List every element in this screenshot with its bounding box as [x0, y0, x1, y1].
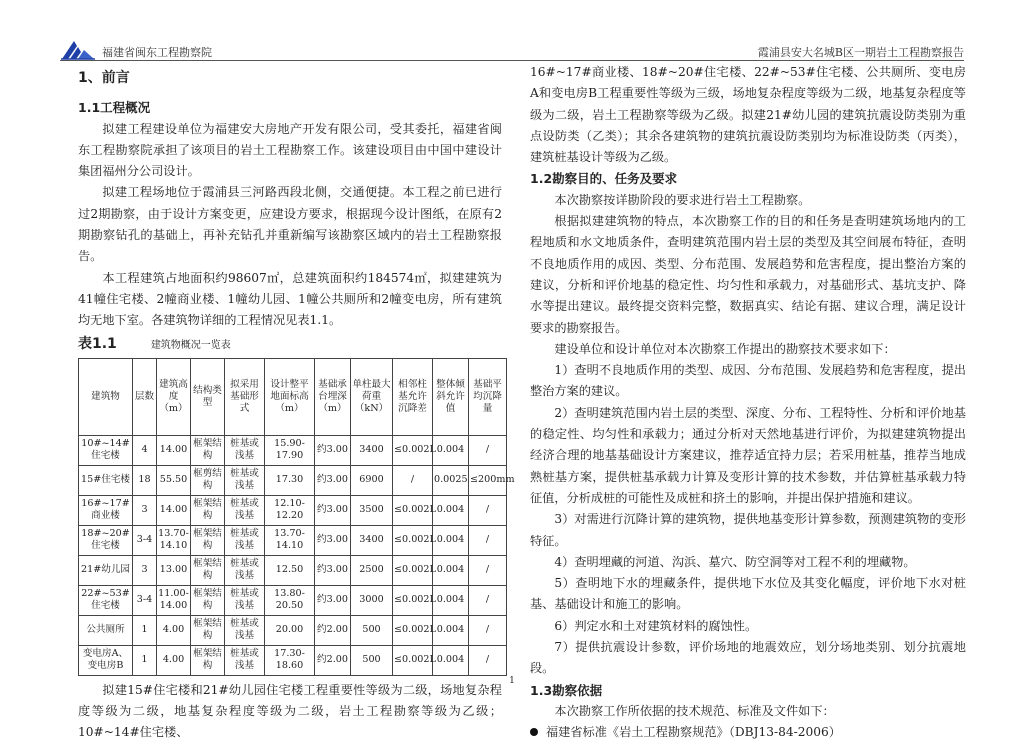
table-cell: 框架结构 [191, 525, 225, 555]
table-label: 表1.1 [78, 335, 117, 352]
table-cell: 10#~14#住宅楼 [79, 435, 133, 465]
institute-logo-icon [60, 38, 96, 60]
table-cell: 框架结构 [191, 615, 225, 645]
table-cell: 框架结构 [191, 435, 225, 465]
table-cell: 500 [351, 645, 393, 675]
table-cell: 13.80-20.50 [265, 585, 315, 615]
table-cell: 框剪结构 [191, 465, 225, 495]
table-cell: 18 [133, 465, 157, 495]
table-cell: 公共厕所 [79, 615, 133, 645]
table-cell: 3 [133, 495, 157, 525]
paragraph: 拟建工程建设单位为福建安大房地产开发有限公司，受其委托，福建省闽东工程勘察院承担了该项目的岩土工程勘察工作。该建设项目由中国中建设计集团福州分公司设计。 [78, 121, 502, 179]
table-cell: 3500 [351, 495, 393, 525]
table-row [79, 525, 507, 555]
table-cell: ≤0.002L [393, 525, 433, 555]
requirement-item: 4）查明埋藏的河道、沟浜、墓穴、防空洞等对工程不利的埋藏物。 [554, 554, 916, 569]
table-cell: / [469, 645, 507, 675]
table-header-cell: 设计整平地面标高（m） [265, 358, 315, 435]
table-cell: ≤0.002L [393, 645, 433, 675]
table-cell: 约2.00 [315, 645, 351, 675]
table-cell: 4.00 [157, 615, 191, 645]
table-cell: 桩基或浅基 [225, 435, 265, 465]
table-cell: ≤0.002L [393, 495, 433, 525]
table-row [79, 555, 507, 585]
table-cell: 3400 [351, 525, 393, 555]
table-cell: / [469, 435, 507, 465]
table-cell: 3000 [351, 585, 393, 615]
table-cell: 14.00 [157, 435, 191, 465]
table-cell: 桩基或浅基 [225, 585, 265, 615]
table-row [79, 465, 507, 495]
section-title: 1、前言 [78, 70, 130, 86]
table-header-row [79, 358, 507, 435]
table-cell: 21#幼儿园 [79, 555, 133, 585]
paragraph: 本次勘察按详勘阶段的要求进行岩土工程勘察。 [554, 192, 811, 207]
table-header-cell: 基础平均沉降量 [469, 358, 507, 435]
table-row [79, 495, 507, 525]
building-table [78, 358, 515, 676]
header-report-title: 霞浦县安大名城B区一期岩土工程勘察报告 [757, 46, 964, 59]
paragraph: 本次勘察工作所依据的技术规范、标准及文件如下： [554, 703, 835, 718]
table-cell: 约3.00 [315, 495, 351, 525]
paragraph: 根据拟建建筑物的特点，本次勘察工作的目的和任务是查明建筑场地内的工程地质和水文地质条件，查明建筑范围内岩土层的类型及其空间展布特征，查明不良地质作用的成因、类型、分布范围、发展趋势和危害程度，提出整治方案的建议，分析和评价地基的稳定性、均匀性和承载力，对基础形式、基坑支护、降水等提出建议。最终提交资料完整，数据真实、结论有据、建议合理，满足设计要求的勘察报告。 [530, 214, 966, 335]
table-cell: / [469, 585, 507, 615]
requirement-item: 7）提供抗震设计参数，评价场地的地震效应，划分场地类别、划分抗震地段。 [530, 640, 966, 676]
table-cell: 6900 [351, 465, 393, 495]
table-cell: / [469, 555, 507, 585]
table-cell: 17.30 [265, 465, 315, 495]
table-cell: 16#~17#商业楼 [79, 495, 133, 525]
header-left [60, 36, 212, 60]
table-title: 建筑物概况一览表 [150, 339, 231, 351]
requirement-item: 6）判定水和土对建筑材料的腐蚀性。 [554, 618, 758, 633]
table-cell: 0.004 [433, 525, 469, 555]
table-cell: 框架结构 [191, 555, 225, 585]
table-cell: 3-4 [133, 525, 157, 555]
table-cell: 3 [133, 555, 157, 585]
table-cell: 0.004 [433, 495, 469, 525]
table-cell: 0.0025 [433, 465, 469, 495]
table-header-cell: 基础承台埋深（m） [315, 358, 351, 435]
table-cell: ≤200mm [469, 465, 507, 495]
table-header-cell: 拟采用基础形式 [225, 358, 265, 435]
table-cell: 0.004 [433, 555, 469, 585]
table-cell: / [469, 495, 507, 525]
table-cell: 框架结构 [191, 645, 225, 675]
paragraph: 本工程建筑占地面积约98607㎡，总建筑面积约184574㎡，拟建建筑为41幢住宅楼、2幢商业楼、1幢幼儿园、1幢公共厕所和2幢变电房，所有建筑均无地下室。各建筑物详细的工程情况见表1.1。 [78, 270, 502, 328]
requirement-item: 1）查明不良地质作用的类型、成因、分布范围、发展趋势和危害程度，提出整治方案的建议。 [530, 363, 966, 399]
table-cell: / [469, 525, 507, 555]
right-column [530, 62, 966, 744]
table-cell: ≤0.002L [393, 555, 433, 585]
table-cell: 13.00 [157, 555, 191, 585]
table-row [79, 585, 507, 615]
table-cell: 0.004 [433, 585, 469, 615]
table-cell: 0.004 [433, 435, 469, 465]
page-number: 1 [509, 676, 515, 686]
table-cell: 15.90-17.90 [265, 435, 315, 465]
table-cell: 约3.00 [315, 465, 351, 495]
table-row [79, 615, 507, 645]
table-cell: ≤0.002L [393, 435, 433, 465]
table-cell: / [393, 465, 433, 495]
table-row [79, 435, 507, 465]
table-header-cell: 层数 [133, 358, 157, 435]
table-cell: 桩基或浅基 [225, 555, 265, 585]
table-cell: 约3.00 [315, 525, 351, 555]
bullet-item [530, 722, 966, 743]
subsection-1-3-title: 1.3勘察依据 [530, 682, 603, 698]
table-cell: 约3.00 [315, 435, 351, 465]
table-cell: 框架结构 [191, 585, 225, 615]
requirement-item: 2）查明建筑范围内岩土层的类型、深度、分布、工程特性、分析和评价地基的稳定性、均匀性和承载力；通过分析对天然地基进行评价，为拟建建筑物提出经济合理的地基基础设计方案建议，推荐适宜持力层；若采用桩基，推荐当地成熟桩基方案，提供桩基承载力计算及变形计算的技术参数，并估算桩基承载力特征值，分析成桩的可能性及成桩和挤土的影响，并提出保护措施和建议。 [530, 405, 966, 505]
subsection-1-1-title: 1.1工程概况 [78, 100, 151, 116]
table-cell: ≤0.002L [393, 585, 433, 615]
bullet-text: 福建省标准《岩土工程勘察规范》（DBJ13-84-2006） [546, 725, 841, 740]
table-cell: 4.00 [157, 645, 191, 675]
table-cell: 桩基或浅基 [225, 495, 265, 525]
table-caption [78, 334, 502, 356]
table-header-cell: 相邻柱基允许沉降差 [393, 358, 433, 435]
bullet-icon [530, 728, 538, 736]
table-cell: 13.70-14.10 [265, 525, 315, 555]
table-cell: / [469, 615, 507, 645]
table-cell: 2500 [351, 555, 393, 585]
table-cell: 20.00 [265, 615, 315, 645]
left-column [78, 62, 515, 744]
header-rule [60, 60, 964, 61]
table-cell: 15#住宅楼 [79, 465, 133, 495]
table-cell: 桩基或浅基 [225, 615, 265, 645]
table-cell: 约3.00 [315, 585, 351, 615]
header-org: 福建省闽东工程勘察院 [102, 46, 212, 59]
table-cell: 22#~53#住宅楼 [79, 585, 133, 615]
table-header-cell: 建筑高度（m） [157, 358, 191, 435]
paragraph: 16#~17#商业楼、18#~20#住宅楼、22#~53#住宅楼、公共厕所、变电房A和变电房B工程重要性等级为三级，场地复杂程度等级为二级，地基复杂程度等级为二级，岩土工程勘察等级为乙级。拟建21#幼儿园的建筑抗震设防类别为重点设防类（乙类）；其余各建筑物的建筑抗震设防类别均为标准设防类（丙类），建筑桩基设计等级为乙级。 [530, 65, 966, 165]
table-cell: 12.50 [265, 555, 315, 585]
table-cell: 14.00 [157, 495, 191, 525]
table-cell: 17.30-18.60 [265, 645, 315, 675]
table-header-cell: 整体倾斜允许值 [433, 358, 469, 435]
table-row [79, 645, 507, 675]
table-cell: 桩基或浅基 [225, 465, 265, 495]
table-cell: 约3.00 [315, 555, 351, 585]
table-cell: 3400 [351, 435, 393, 465]
table-cell: 4 [133, 435, 157, 465]
table-cell: 11.00-14.00 [157, 585, 191, 615]
requirement-item: 5）查明地下水的埋藏条件，提供地下水位及其变化幅度，评价地下水对桩基、基础设计和施工的影响。 [530, 576, 966, 612]
table-cell: 约2.00 [315, 615, 351, 645]
table-cell: 0.004 [433, 645, 469, 675]
table-cell: 3-4 [133, 585, 157, 615]
table-cell: 桩基或浅基 [225, 525, 265, 555]
table-cell: 框架结构 [191, 495, 225, 525]
table-header-cell: 结构类型 [191, 358, 225, 435]
paragraph: 建设单位和设计单位对本次勘察工作提出的勘察技术要求如下： [554, 341, 896, 356]
table-cell: 12.10-12.20 [265, 495, 315, 525]
table-cell: 变电房A、变电房B [79, 645, 133, 675]
table-cell: 1 [133, 615, 157, 645]
paragraph: 拟建15#住宅楼和21#幼儿园住宅楼工程重要性等级为二级，场地复杂程度等级为二级，地基复杂程度等级为二级，岩土工程勘察等级为乙级；10#~14#住宅楼、 [78, 682, 502, 740]
table-cell: 55.50 [157, 465, 191, 495]
paragraph: 拟建工程场地位于霞浦县三河路西段北侧，交通便捷。本工程之前已进行过2期勘察，由于设计方案变更，应建设方要求，根据现今设计图纸，在原有2期勘察钻孔的基础上，再补充钻孔并重新编写该勘察区域内的岩土工程勘察报告。 [78, 185, 502, 264]
table-cell: ≤0.002L [393, 615, 433, 645]
table-cell: 18#~20#住宅楼 [79, 525, 133, 555]
requirement-item: 3）对需进行沉降计算的建筑物，提供地基变形计算参数，预测建筑物的变形特征。 [530, 512, 966, 548]
table-cell: 13.70-14.10 [157, 525, 191, 555]
table-cell: 0.004 [433, 615, 469, 645]
table-header-cell: 建筑物 [79, 358, 133, 435]
table-cell: 1 [133, 645, 157, 675]
table-cell: 500 [351, 615, 393, 645]
subsection-1-2-title: 1.2勘察目的、任务及要求 [530, 171, 678, 187]
table-header-cell: 单柱最大荷重（kN） [351, 358, 393, 435]
table-cell: 桩基或浅基 [225, 645, 265, 675]
